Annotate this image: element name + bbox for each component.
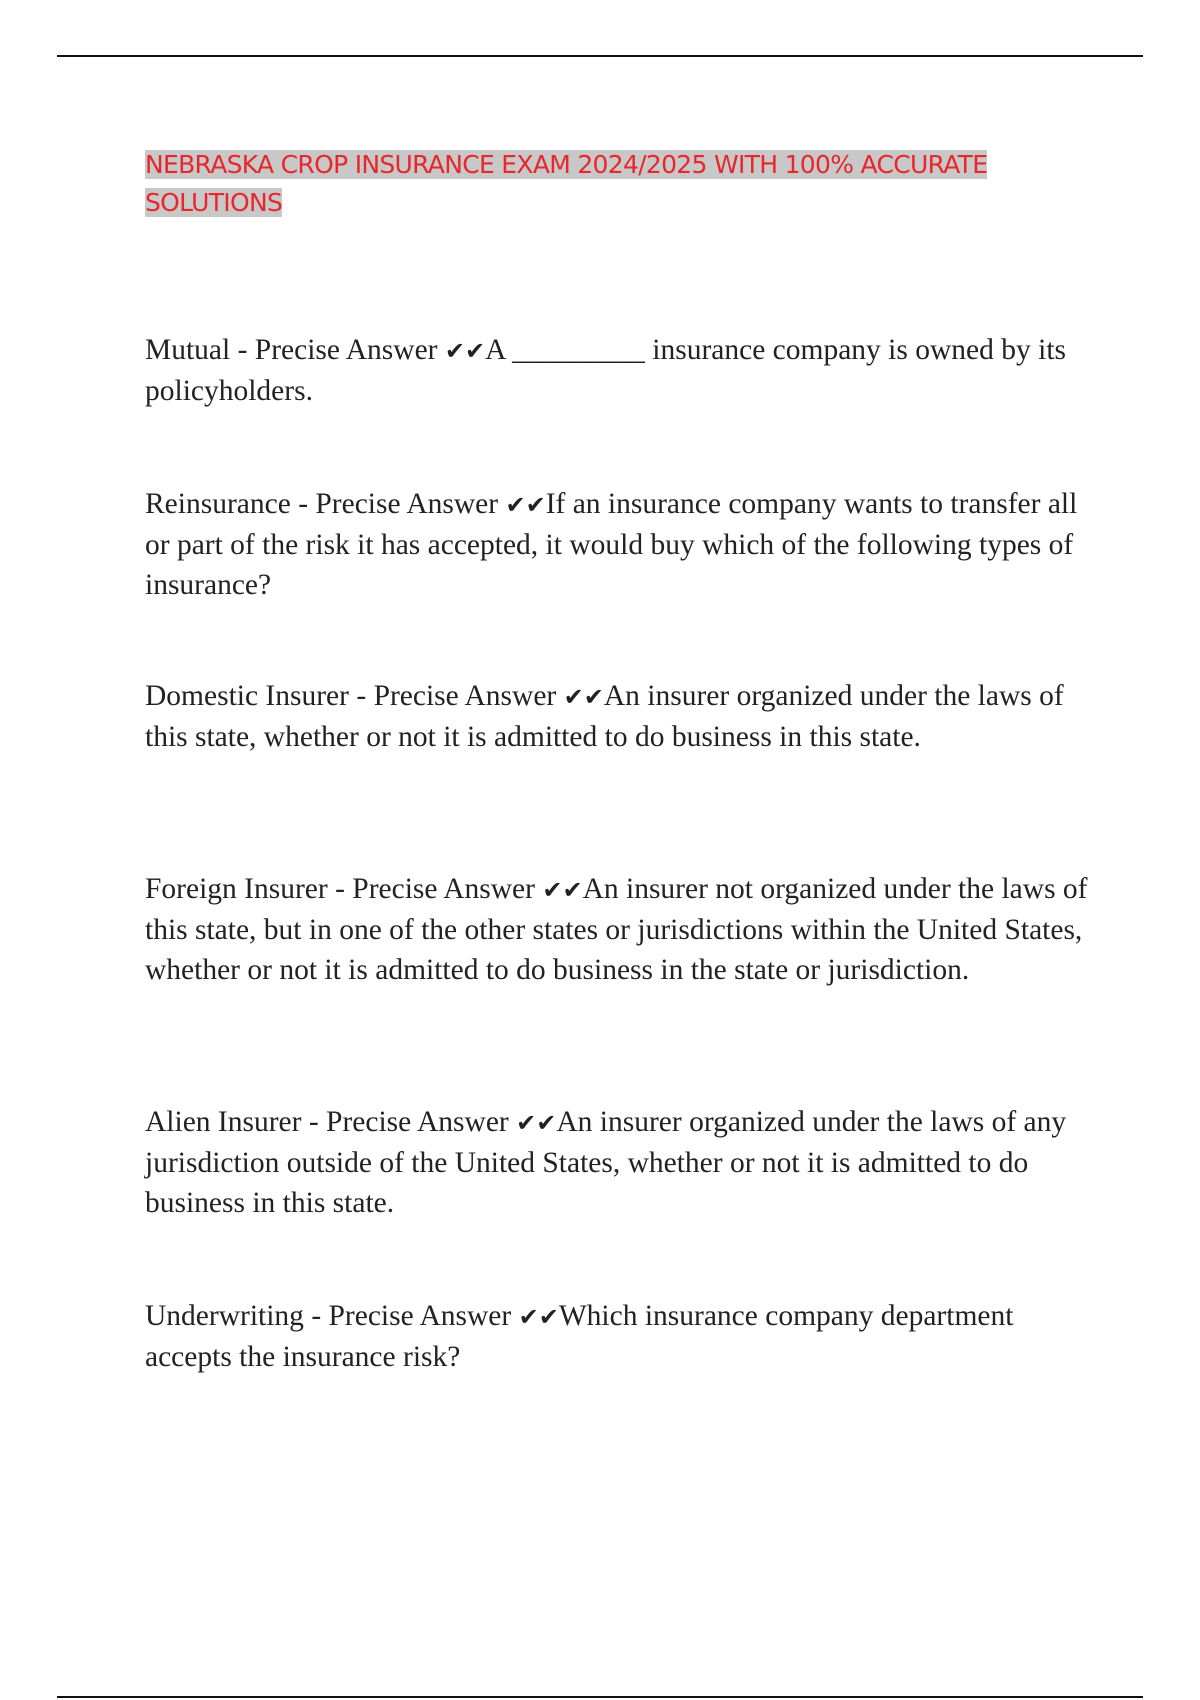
qa-answer-label: Precise Answer [254,334,438,366]
qa-question: A _________ insurance company is owned by its policyholders. [145,334,1067,407]
qa-question: An insurer organized under the laws of any jurisdiction outside of the United States, whether or not it is admitted to do business in this state. [145,1106,1067,1219]
double-check-icon: ✔✔ [516,1109,557,1137]
qa-term: Domestic Insurer [145,680,349,712]
qa-term: Alien Insurer [145,1106,302,1138]
document-title [145,146,1085,222]
qa-answer-label: Precise Answer [328,1300,512,1332]
double-check-icon: ✔✔ [505,491,546,519]
qa-entry-mutual: Mutual - Precise Answer ✔✔A _________ insurance company is owned by its policyholders. [145,334,1067,407]
qa-answer-label: Precise Answer [326,1106,509,1138]
qa-entry-reinsurance: Reinsurance - Precise Answer ✔✔If an insurance company wants to transfer all or part of the risk it has accepted, it would buy which of the following types of insurance? [145,488,1078,601]
qa-entry-underwriting: Underwriting - Precise Answer ✔✔Which insurance company department accepts the insurance risk? [145,1300,1014,1373]
qa-entry-alien-insurer: Alien Insurer - Precise Answer ✔✔An insurer organized under the laws of any jurisdiction outside of the United States, whether or not it is admitted to do business in this state. [145,1106,1067,1219]
qa-term: Foreign Insurer [145,873,328,905]
qa-entry-domestic-insurer: Domestic Insurer - Precise Answer ✔✔An insurer organized under the laws of this state, whether or not it is admitted to do business in this state. [145,680,1064,753]
qa-term: Reinsurance [145,488,291,520]
double-check-icon: ✔✔ [518,1303,559,1331]
footer-rule [57,1696,1143,1698]
qa-term: Underwriting [145,1300,304,1332]
qa-term: Mutual [145,334,231,366]
double-check-icon: ✔✔ [542,876,583,904]
qa-question: An insurer not organized under the laws of this state, but in one of the other states or jurisdictions within the United States, whether or not it is admitted to do business in the state or jurisdiction. [145,873,1088,986]
qa-question: Which insurance company department accepts the insurance risk? [145,1300,1014,1373]
qa-question: An insurer organized under the laws of this state, whether or not it is admitted to do business in this state. [145,680,1064,753]
header-rule [57,55,1143,57]
double-check-icon: ✔✔ [444,337,486,365]
qa-question: If an insurance company wants to transfer all or part of the risk it has accepted, it would buy which of the following types of insurance? [145,488,1078,601]
qa-answer-label: Precise Answer [352,873,535,905]
qa-answer-label: Precise Answer [373,680,557,712]
document-title-text: NEBRASKA CROP INSURANCE EXAM 2024/2025 WITH 100% ACCURATE SOLUTIONS [145,150,988,217]
qa-answer-label: Precise Answer [315,488,499,520]
qa-entry-foreign-insurer: Foreign Insurer - Precise Answer ✔✔An insurer not organized under the laws of this state, but in one of the other states or jurisdictions within the United States, whether or not it is admitted to do business in the state or jurisdiction. [145,873,1088,986]
double-check-icon: ✔✔ [563,683,604,711]
